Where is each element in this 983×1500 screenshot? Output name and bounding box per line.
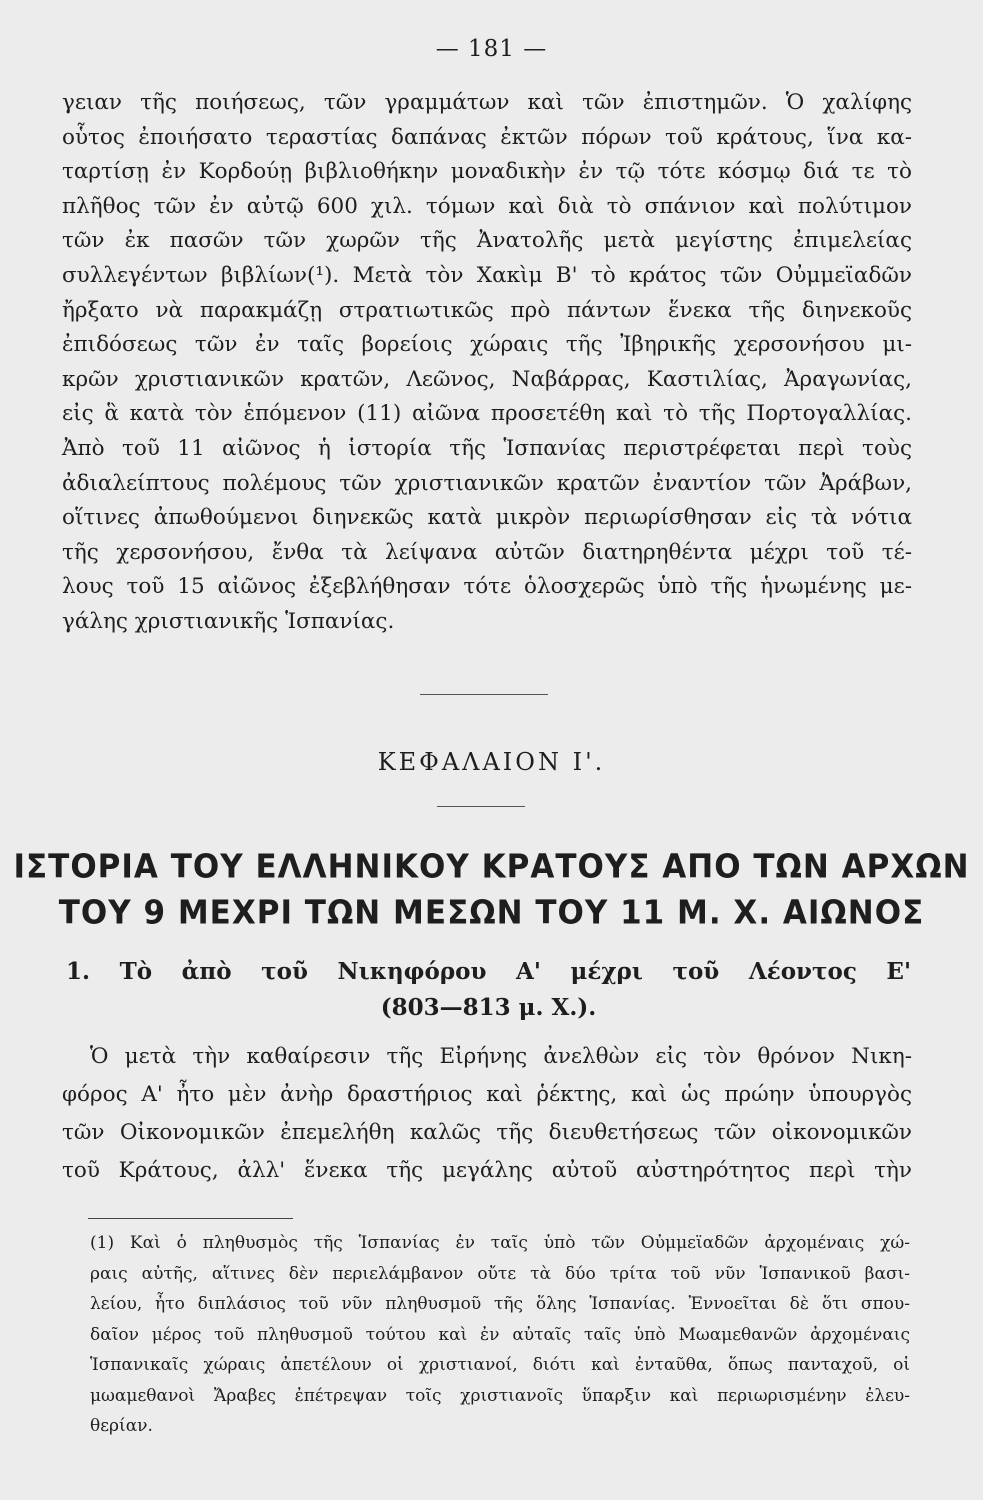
text-line: κρῶν χριστιανικῶν κρατῶν, Λεῶνος, Ναβάρρας, Καστιλίας, Ἀραγωνίας, [62,366,912,392]
divider-rule [437,806,525,807]
footnote-line: μωαμεθανοὶ Ἄραβες ἐπέτρεψαν τοῖς χριστιανοῖς ὕπαρξιν καὶ περιωρισμένην ἐλευ- [90,1385,910,1406]
footnote-rule [88,1218,293,1219]
divider-rule [420,694,548,695]
text-line: ἀδιαλείπτους πολέμους τῶν χριστιανικῶν κρατῶν ἐναντίον τῶν Ἀράβων, [62,470,912,496]
text-line: τῆς χερσονήσου, ἔνθα τὰ λείψανα αὐτῶν διατηρηθέντα μέχρι τοῦ τέ- [62,539,912,565]
section-dates: (803—813 μ. Χ.). [380,994,597,1021]
footnote-line: (1) Καὶ ὁ πληθυσμὸς τῆς Ἱσπανίας ἐν ταῖς ὑπὸ τῶν Οὐμμεϊαδῶν ἀρχομέναις χώ- [90,1233,910,1253]
footnote-line: δαῖον μέρος τοῦ πληθυσμοῦ τούτου καὶ ἐν αὐταῖς ταῖς ὑπὸ Μωαμεθανῶν ἀρχομέναις [90,1324,910,1345]
text-line: συλλεγέντων βιβλίων(¹). Μετὰ τὸν Χακὶμ Β' τὸ κράτος τῶν Οὐμμεϊαδῶν [62,262,912,288]
chapter-title-line: ΙΣΤΟΡΙΑ ΤΟΥ ΕΛΛΗΝΙΚΟΥ ΚΡΑΤΟΥΣ ΑΠΟ ΤΩΝ ΑΡΧΩΝ [13,848,970,886]
text-line: οὗτος ἐποιήσατο τεραστίας δαπάνας ἐκτῶν πόρων τοῦ κράτους, ἵνα κα- [62,124,912,150]
chapter-title-line: ΤΟΥ 9 ΜΕΧΡΙ ΤΩΝ ΜΕΣΩΝ ΤΟΥ 11 Μ. Χ. ΑΙΩΝΟΣ [58,894,925,932]
text-line: φόρος Α' ἦτο μὲν ἀνὴρ δραστήριος καὶ ῥέκτης, καὶ ὡς πρώην ὑπουργὸς [62,1082,912,1107]
text-line: λους τοῦ 15 αἰῶνος ἐξεβλήθησαν τότε ὁλοσχερῶς ὑπὸ τῆς ἡνωμένης με- [62,574,912,600]
text-line: Ἀπὸ τοῦ 11 αἰῶνος ἡ ἱστορία τῆς Ἱσπανίας περιστρέφεται περὶ τοὺς [62,435,912,461]
paragraph-nikephoros [62,1038,912,1190]
text-line: ἤρξατο νὰ παρακμάζῃ στρατιωτικῶς πρὸ πάντων ἕνεκα τῆς διηνεκοῦς [62,297,912,323]
paragraph-umayyad-spain [62,86,912,640]
footnote-line: θερίαν. [90,1416,153,1436]
text-line: οἵτινες ἀπωθούμενοι διηνεκῶς κατὰ μικρὸν περιωρίσθησαν εἰς τὰ νότια [62,505,912,531]
footnote-line: ραις αὐτῆς, αἵτινες δὲν περιελάμβανον οὔτε τὰ δύο τρίτα τοῦ νῦν Ἱσπανικοῦ βασι- [90,1263,910,1284]
text-line: τῶν ἐκ πασῶν τῶν χωρῶν τῆς Ἀνατολῆς μετὰ μεγίστης ἐπιμελείας [62,228,912,254]
text-line: ταρτίσῃ ἐν Κορδούῃ βιβλιοθήκην μοναδικὴν ἐν τῷ τότε κόσμῳ διά τε τὸ [62,159,912,185]
text-line: Ὁ μετὰ τὴν καθαίρεσιν τῆς Εἰρήνης ἀνελθὼν εἰς τὸν θρόνον Νικη- [90,1044,912,1069]
text-line: γάλης χριστιανικῆς Ἱσπανίας. [62,608,395,634]
text-line: πλῆθος τῶν ἐν αὐτῷ 600 χιλ. τόμων καὶ διὰ τὸ σπάνιον καὶ πολύτιμον [62,193,912,219]
page-number: — 181 — [435,36,548,62]
text-line: τῶν Οἰκονομικῶν ἐπεμελήθη καλῶς τῆς διευθετήσεως τῶν οἰκονομικῶν [62,1120,912,1145]
text-line: εἰς ἃ κατὰ τὸν ἑπόμενον (11) αἰῶνα προσετέθη καὶ τὸ τῆς Πορτογαλλίας. [62,401,912,427]
footnote-line: Ἱσπανικαῖς χώραις ἀπετέλουν οἱ χριστιανοί, διότι καὶ ἐνταῦθα, ὅπως πανταχοῦ, οἱ [90,1355,910,1375]
footnote-line: λείου, ἦτο διπλάσιος τοῦ νῦν πληθυσμοῦ τῆς ὅλης Ἱσπανίας. Ἐννοεῖται δὲ ὅτι σπου- [90,1294,910,1314]
section-title: 1. Τὸ ἀπὸ τοῦ Νικηφόρου Α' μέχρι τοῦ Λέοντος Ε' [66,958,911,985]
footnote [90,1228,910,1442]
text-line: τοῦ Κράτους, ἀλλ' ἕνεκα τῆς μεγάλης αὐτοῦ αὐστηρότητος περὶ τὴν [62,1158,912,1183]
text-line: ἐπιδόσεως τῶν ἐν ταῖς βορείοις χώραις τῆς Ἰβηρικῆς χερσονήσου μι- [62,332,912,358]
chapter-heading: ΚΕΦΑΛΑΙΟΝ Ι'. [377,748,606,776]
text-line: γειαν τῆς ποιήσεως, τῶν γραμμάτων καὶ τῶν ἐπιστημῶν. Ὁ χαλίφης [62,90,912,115]
